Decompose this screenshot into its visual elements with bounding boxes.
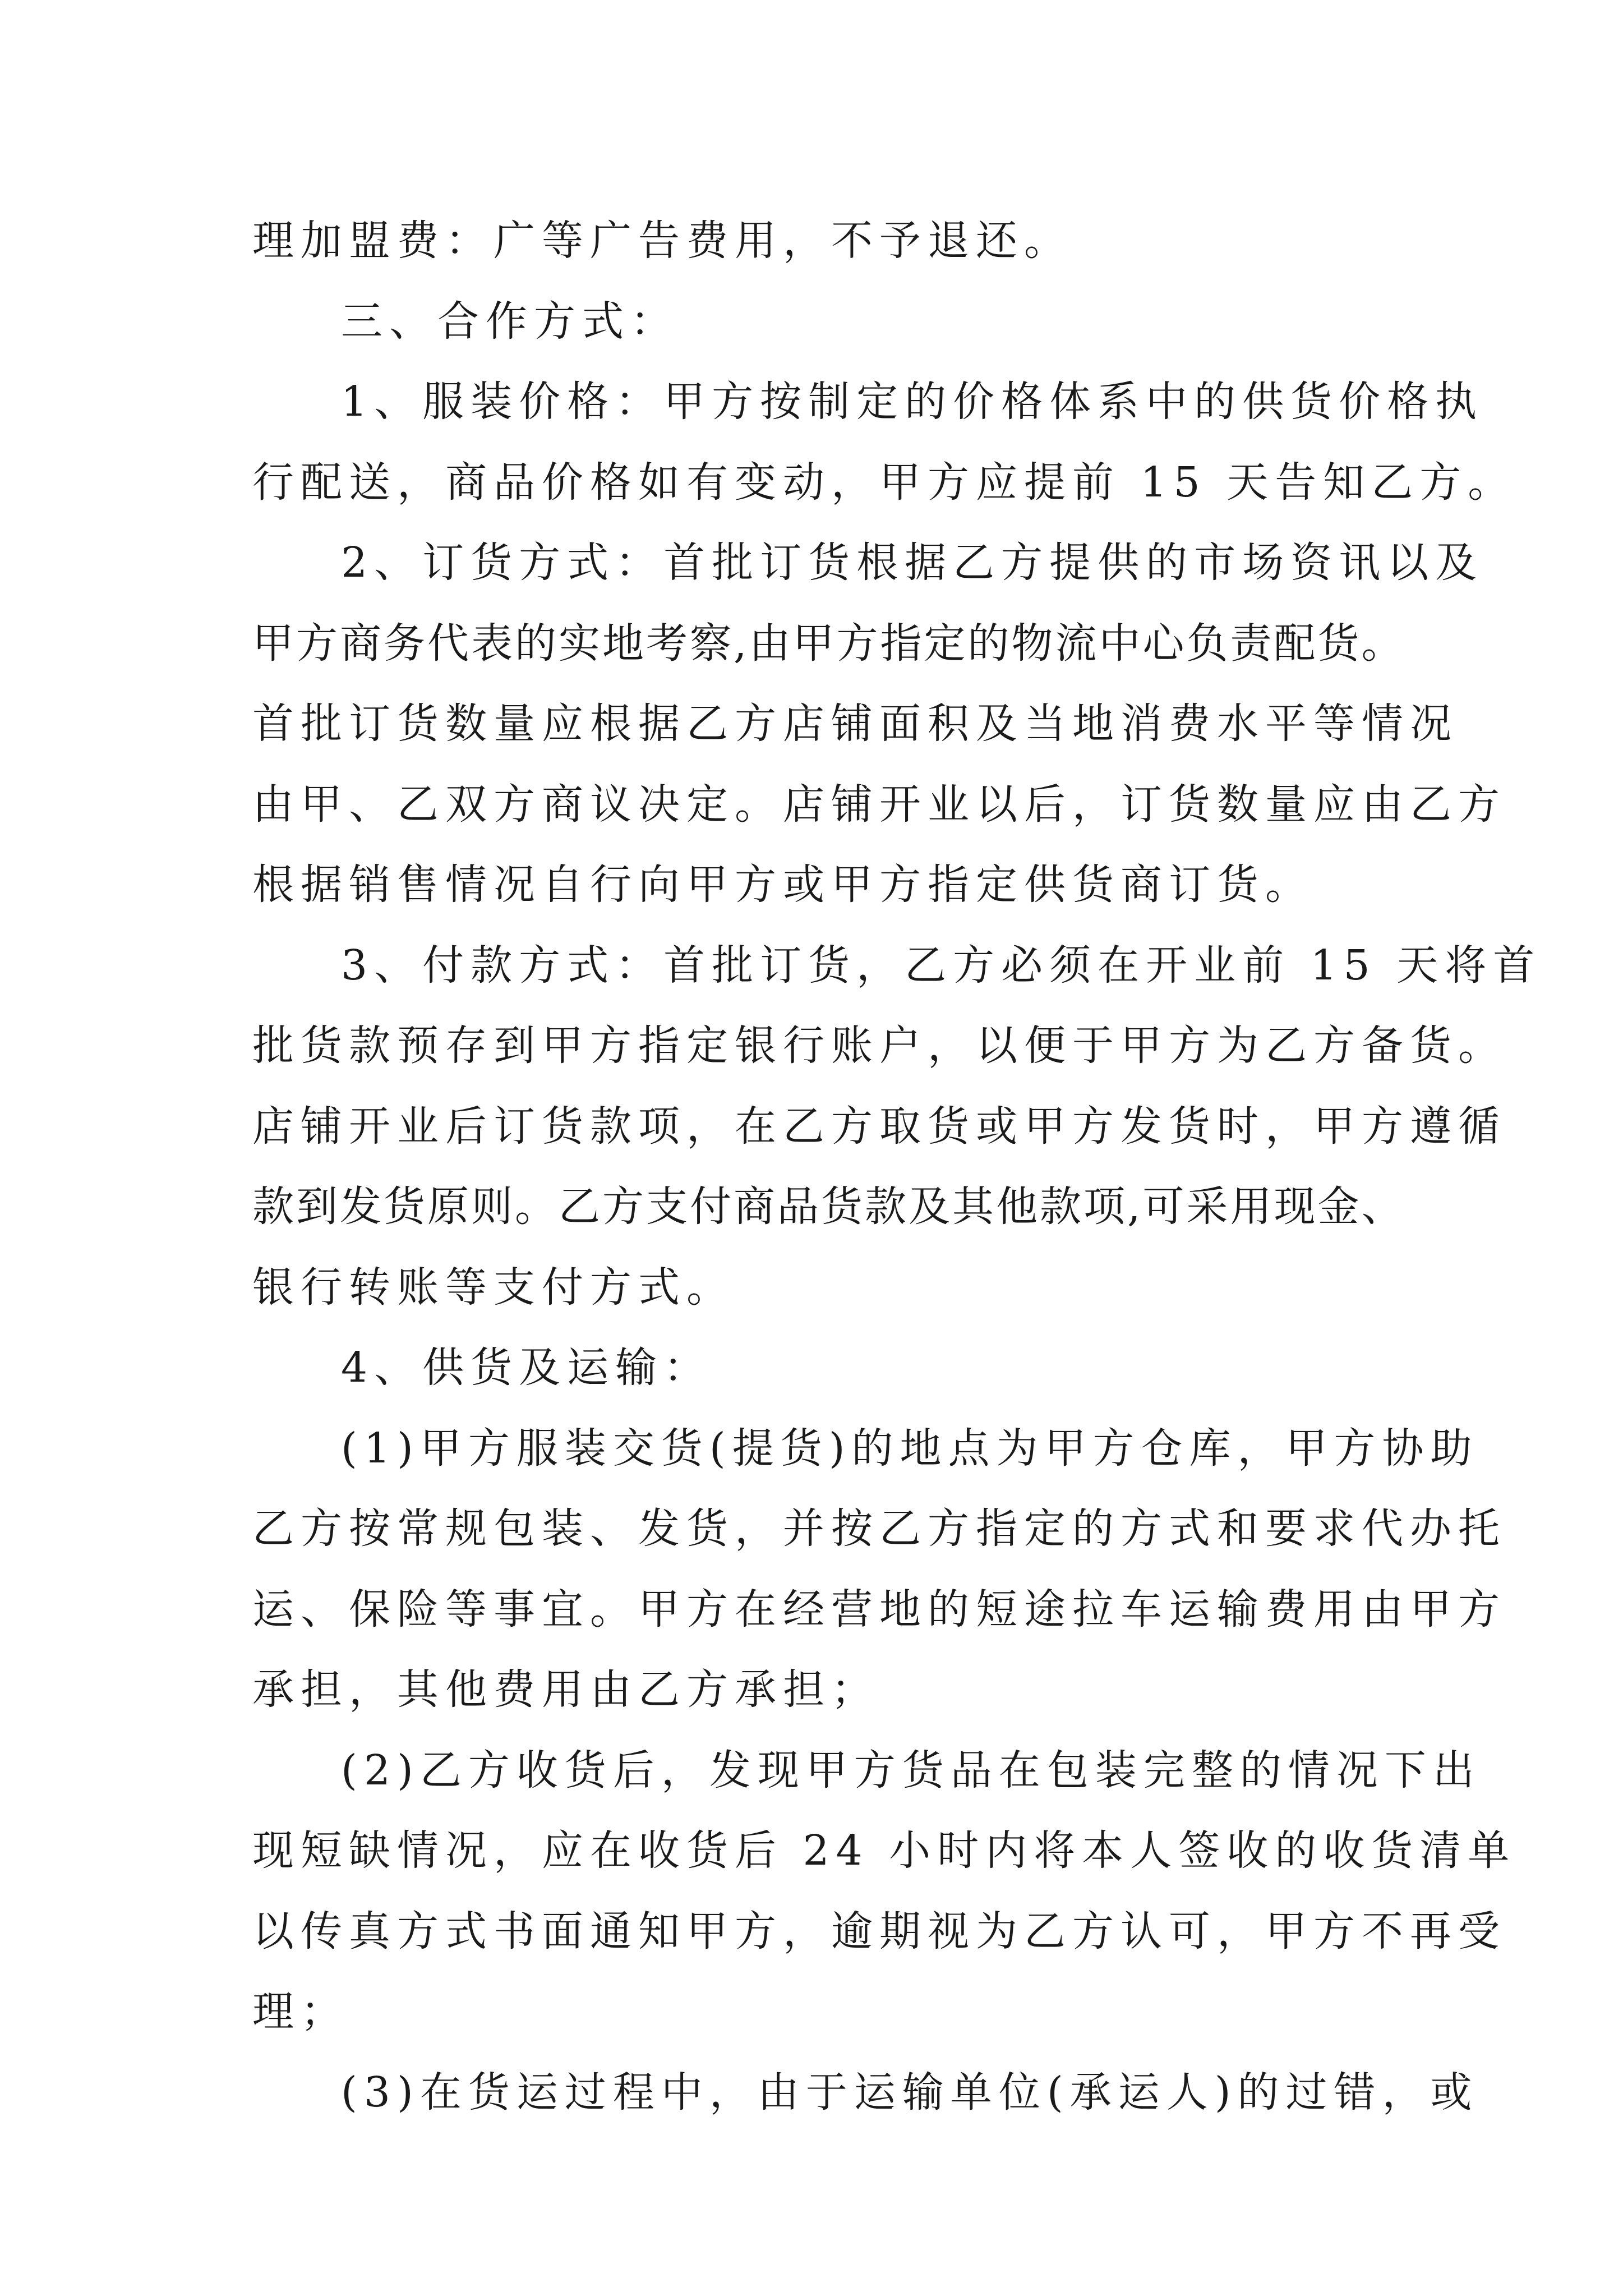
text-line: 店铺开业后订货款项，在乙方取货或甲方发货时，甲方遵循 bbox=[252, 1102, 1506, 1151]
text-line: (2)乙方收货后，发现甲方货品在包装完整的情况下出 bbox=[341, 1746, 1481, 1795]
text-line: (1)甲方服装交货(提货)的地点为甲方仓库，甲方协助 bbox=[341, 1424, 1479, 1473]
text-line: 理； bbox=[252, 1987, 349, 2036]
text-line: 甲方商务代表的实地考察,由甲方指定的物流中心负责配货。 bbox=[252, 619, 1405, 668]
text-line: 三、合作方式： bbox=[341, 297, 679, 346]
text-line: 首批订货数量应根据乙方店铺面积及当地消费水平等情况 bbox=[252, 700, 1458, 748]
text-line: 行配送，商品价格如有变动，甲方应提前 15 天告知乙方。 bbox=[252, 458, 1516, 507]
body-text bbox=[252, 201, 1542, 2133]
text-line: 由甲、乙双方商议决定。店铺开业以后，订货数量应由乙方 bbox=[252, 780, 1506, 829]
text-line: 款到发货原则。乙方支付商品货款及其他款项,可采用现金、 bbox=[252, 1182, 1405, 1231]
text-line: 3、付款方式：首批订货，乙方必须在开业前 15 天将首 bbox=[341, 941, 1542, 990]
text-line: 银行转账等支付方式。 bbox=[252, 1263, 735, 1312]
text-line: 现短缺情况，应在收货后 24 小时内将本人签收的收货清单 bbox=[252, 1826, 1516, 1875]
text-line: 乙方按常规包装、发货，并按乙方指定的方式和要求代办托 bbox=[252, 1504, 1506, 1553]
text-line: 理加盟费：广等广告费用，不予退还。 bbox=[252, 217, 1072, 265]
text-line: 1、服装价格：甲方按制定的价格体系中的供货价格执 bbox=[341, 378, 1484, 426]
text-line: 运、保险等事宜。甲方在经营地的短途拉车运输费用由甲方 bbox=[252, 1585, 1506, 1634]
text-line: 批货款预存到甲方指定银行账户，以便于甲方为乙方备货。 bbox=[252, 1022, 1506, 1070]
text-line: (3)在货运过程中，由于运输单位(承运人)的过错，或 bbox=[341, 2068, 1479, 2116]
text-line: 承担，其他费用由乙方承担； bbox=[252, 1665, 879, 1714]
text-line: 2、订货方式：首批订货根据乙方提供的市场资讯以及 bbox=[341, 539, 1484, 587]
text-line: 根据销售情况自行向甲方或甲方指定供货商订货。 bbox=[252, 861, 1313, 909]
text-line: 以传真方式书面通知甲方，逾期视为乙方认可，甲方不再受 bbox=[252, 1907, 1506, 1955]
text-line: 4、供货及运输： bbox=[341, 1343, 712, 1392]
